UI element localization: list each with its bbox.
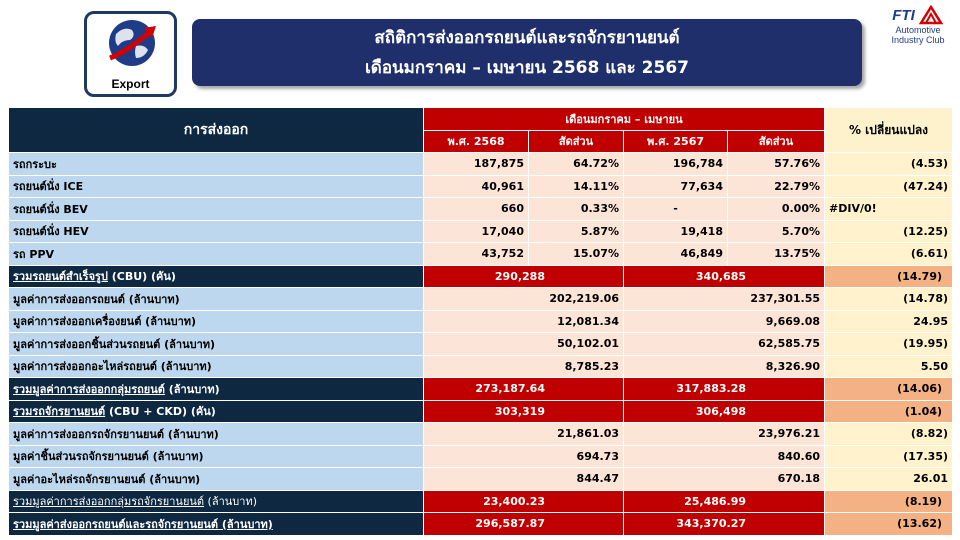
value-2568: 296,587.87 bbox=[424, 513, 624, 536]
change-value: 5.50 bbox=[825, 355, 953, 378]
export-label: Export bbox=[111, 77, 150, 91]
share-2567: 13.75% bbox=[728, 243, 825, 266]
change-value: (14.06) bbox=[825, 378, 953, 401]
value-2568: 290,288 bbox=[424, 265, 624, 288]
row-label: มูลค่าอะไหล่รถจักรยานยนต์ (ล้านบาท) bbox=[9, 468, 424, 491]
globe-export-icon bbox=[106, 18, 158, 68]
fti-line1: Automotive bbox=[895, 25, 941, 35]
value-2568: 23,400.23 bbox=[424, 490, 624, 513]
table-row bbox=[9, 355, 953, 378]
header-year-2568: พ.ศ. 2568 bbox=[424, 130, 529, 153]
page-title: สถิติการส่งออกรถยนต์และรถจักรยานยนต์ bbox=[374, 27, 680, 48]
header-corner: การส่งออก bbox=[9, 108, 424, 153]
value-2568: 17,040 bbox=[424, 220, 529, 243]
change-value: 26.01 bbox=[825, 468, 953, 491]
value-2567: 340,685 bbox=[624, 265, 825, 288]
row-label: รถยนต์นั่ง BEV bbox=[9, 198, 424, 221]
share-2568: 15.07% bbox=[529, 243, 624, 266]
value-2568: 8,785.23 bbox=[424, 355, 624, 378]
header-change: % เปลี่ยนแปลง bbox=[825, 108, 953, 153]
row-label: รถกระบะ bbox=[9, 153, 424, 176]
value-2568: 50,102.01 bbox=[424, 333, 624, 356]
row-label-underlined: รวมรถจักรยานยนต์ bbox=[13, 405, 106, 419]
table-row bbox=[9, 333, 953, 356]
value-2568: 40,961 bbox=[424, 175, 529, 198]
change-value: (4.53) bbox=[825, 153, 953, 176]
row-label bbox=[9, 513, 424, 536]
row-label-rest: (ล้านบาท) bbox=[204, 495, 257, 509]
row-label: มูลค่าการส่งออกเครื่องยนต์ (ล้านบาท) bbox=[9, 310, 424, 333]
value-2568: 21,861.03 bbox=[424, 423, 624, 446]
total-row-moto bbox=[9, 400, 953, 423]
header-share-2568: สัดส่วน bbox=[529, 130, 624, 153]
value-2567: 306,498 bbox=[624, 400, 825, 423]
value-2567: 25,486.99 bbox=[624, 490, 825, 513]
export-stats-table bbox=[8, 107, 953, 536]
table-row bbox=[9, 175, 953, 198]
fti-mark: FTI bbox=[892, 6, 915, 24]
change-value: 24.95 bbox=[825, 310, 953, 333]
share-2567: 57.76% bbox=[728, 153, 825, 176]
change-value: (17.35) bbox=[825, 445, 953, 468]
total-row-moto-value bbox=[9, 490, 953, 513]
title-banner bbox=[192, 19, 862, 86]
page-subtitle: เดือนมกราคม – เมษายน 2568 และ 2567 bbox=[364, 57, 689, 78]
header-period: เดือนมกราคม – เมษายน bbox=[424, 108, 825, 131]
value-2567: 237,301.55 bbox=[624, 288, 825, 311]
value-2567: 9,669.08 bbox=[624, 310, 825, 333]
row-label-underlined: รวมมูลค่าการส่งออกกลุ่มรถจักรยานยนต์ bbox=[13, 495, 205, 509]
table-row bbox=[9, 198, 953, 221]
row-label-underlined: รวมรถยนต์สำเร็จรูป bbox=[13, 270, 108, 284]
table-row bbox=[9, 220, 953, 243]
value-2567: 840.60 bbox=[624, 445, 825, 468]
value-2567: 19,418 bbox=[624, 220, 728, 243]
value-2567: 62,585.75 bbox=[624, 333, 825, 356]
value-2567: 196,784 bbox=[624, 153, 728, 176]
table-row bbox=[9, 423, 953, 446]
change-value: (1.04) bbox=[825, 400, 953, 423]
row-label bbox=[9, 265, 424, 288]
value-2567: 343,370.27 bbox=[624, 513, 825, 536]
fti-line2: Industry Club bbox=[891, 35, 945, 45]
value-2568: 187,875 bbox=[424, 153, 529, 176]
value-2568: 12,081.34 bbox=[424, 310, 624, 333]
value-2567: - bbox=[624, 198, 728, 221]
row-label-rest: (CBU) (คัน) bbox=[107, 270, 176, 284]
table-row bbox=[9, 468, 953, 491]
value-2568: 660 bbox=[424, 198, 529, 221]
row-label: มูลค่าการส่งออกอะไหล่รถยนต์ (ล้านบาท) bbox=[9, 355, 424, 378]
row-label-underlined: รวมมูลค่าส่งออกรถยนต์และรถจักรยานยนต์ (ล้านบาท) bbox=[13, 517, 273, 531]
table-row bbox=[9, 310, 953, 333]
row-label: มูลค่าการส่งออกชิ้นส่วนรถยนต์ (ล้านบาท) bbox=[9, 333, 424, 356]
change-value: (6.61) bbox=[825, 243, 953, 266]
value-2568: 202,219.06 bbox=[424, 288, 624, 311]
share-2568: 14.11% bbox=[529, 175, 624, 198]
value-2567: 23,976.21 bbox=[624, 423, 825, 446]
value-2568: 303,319 bbox=[424, 400, 624, 423]
change-value: (14.78) bbox=[825, 288, 953, 311]
row-label: รถยนต์นั่ง ICE bbox=[9, 175, 424, 198]
row-label: มูลค่าการส่งออกรถยนต์ (ล้านบาท) bbox=[9, 288, 424, 311]
value-2568: 844.47 bbox=[424, 468, 624, 491]
change-value: (12.25) bbox=[825, 220, 953, 243]
row-label: รถ PPV bbox=[9, 243, 424, 266]
row-label: มูลค่าการส่งออกรถจักรยานยนต์ (ล้านบาท) bbox=[9, 423, 424, 446]
value-2567: 8,326.90 bbox=[624, 355, 825, 378]
change-value: (8.82) bbox=[825, 423, 953, 446]
row-label: รถยนต์นั่ง HEV bbox=[9, 220, 424, 243]
total-row-auto-value bbox=[9, 378, 953, 401]
fti-logo bbox=[878, 5, 958, 60]
value-2567: 670.18 bbox=[624, 468, 825, 491]
share-2567: 0.00% bbox=[728, 198, 825, 221]
row-label bbox=[9, 400, 424, 423]
change-value: (47.24) bbox=[825, 175, 953, 198]
value-2568: 694.73 bbox=[424, 445, 624, 468]
row-label-underlined: รวมมูลค่าการส่งออกกลุ่มรถยนต์ bbox=[13, 382, 165, 396]
share-2567: 5.70% bbox=[728, 220, 825, 243]
table-row bbox=[9, 445, 953, 468]
change-value: (19.95) bbox=[825, 333, 953, 356]
row-label-rest: (ล้านบาท) bbox=[164, 382, 220, 396]
row-label: มูลค่าชิ้นส่วนรถจักรยานยนต์ (ล้านบาท) bbox=[9, 445, 424, 468]
share-2568: 0.33% bbox=[529, 198, 624, 221]
total-row-cbu bbox=[9, 265, 953, 288]
change-value: #DIV/0! bbox=[825, 198, 953, 221]
export-badge bbox=[84, 11, 177, 97]
table-row bbox=[9, 288, 953, 311]
row-label bbox=[9, 490, 424, 513]
header-share-2567: สัดส่วน bbox=[728, 130, 825, 153]
change-value: (14.79) bbox=[825, 265, 953, 288]
grand-total-row bbox=[9, 513, 953, 536]
row-label-rest: (CBU + CKD) (คัน) bbox=[105, 405, 216, 419]
table-row bbox=[9, 153, 953, 176]
header-year-2567: พ.ศ. 2567 bbox=[624, 130, 728, 153]
change-value: (8.19) bbox=[825, 490, 953, 513]
row-label bbox=[9, 378, 424, 401]
share-2568: 5.87% bbox=[529, 220, 624, 243]
value-2567: 317,883.28 bbox=[624, 378, 825, 401]
value-2568: 273,187.64 bbox=[424, 378, 624, 401]
value-2568: 43,752 bbox=[424, 243, 529, 266]
value-2567: 46,849 bbox=[624, 243, 728, 266]
table-row bbox=[9, 243, 953, 266]
share-2568: 64.72% bbox=[529, 153, 624, 176]
fti-triangle-icon bbox=[918, 5, 944, 25]
value-2567: 77,634 bbox=[624, 175, 728, 198]
change-value: (13.62) bbox=[825, 513, 953, 536]
share-2567: 22.79% bbox=[728, 175, 825, 198]
